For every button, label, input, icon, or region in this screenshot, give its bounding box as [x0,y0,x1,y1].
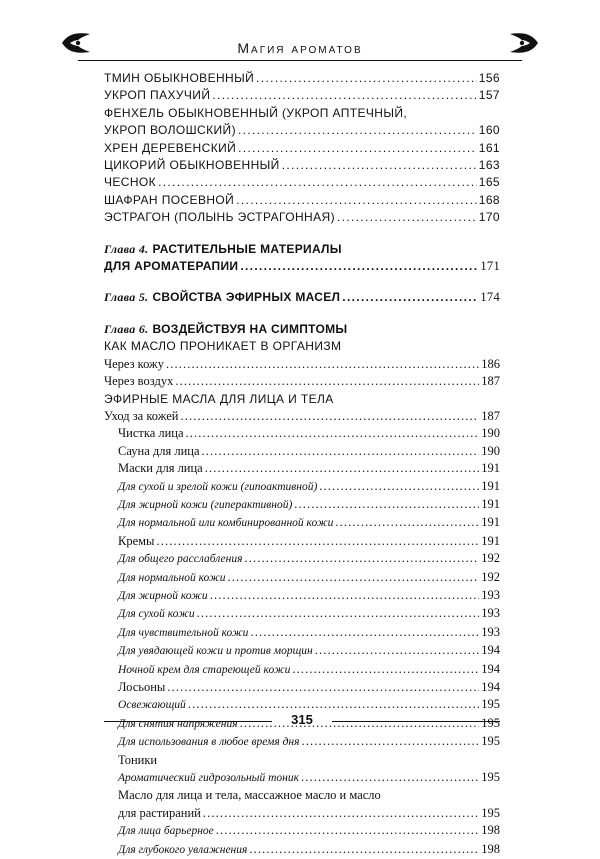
toc-entry: Для жирной кожи . . . 193 [104,587,500,605]
toc-entry: Для снятия напряжения . . . 195 [104,715,500,733]
toc-entry: Через воздух . . . 187 [104,373,500,390]
toc-entry: ЭСТРАГОН (ПОЛЫНЬ ЭСТРАГОННАЯ) . . . 170 [104,209,500,226]
page-footer [104,710,500,734]
toc-entry: ЦИКОРИЙ ОБЫКНОВЕННЫЙ . . . 163 [104,157,500,174]
section-heading: ЭФИРНЫЕ МАСЛА ДЛЯ ЛИЦА И ТЕЛА [104,391,334,406]
running-header [78,34,522,64]
chapter-heading: Глава 6. ВОЗДЕЙСТВУЯ НА СИМПТОМЫ [104,321,348,336]
toc-entry: ХРЕН ДЕРЕВЕНСКИЙ . . . 161 [104,140,500,157]
toc-entry: Лосьоны . . . 194 [104,679,500,696]
toc-entry: Тоники [118,752,158,767]
toc-entry: Чистка лица . . . 190 [104,425,500,442]
toc-entry: Для сухой кожи . . . 193 [104,605,500,623]
header-rule [78,60,522,61]
running-title: Магия ароматов [237,40,363,56]
toc-entry: Для использования в любое время дня . . . 195 [104,733,500,751]
toc-entry: ТМИН ОБЫКНОВЕННЫЙ . . . 156 [104,70,500,87]
toc-entry: Для нормальной кожи . . . 192 [104,569,500,587]
toc-entry: Ароматический гидрозольный тоник . . . 195 [104,769,500,787]
flourish-icon [60,30,94,56]
toc-entry: Для чувствительной кожи . . . 193 [104,624,500,642]
toc-entry: Для нормальной или комбинированной кожи . . . 191 [104,514,500,532]
toc-entry: ФЕНХЕЛЬ ОБЫКНОВЕННЫЙ (УКРОП АПТЕЧНЫЙ, [104,105,408,120]
chapter-heading: Глава 5. СВОЙСТВА ЭФИРНЫХ МАСЕЛ . . . 174 [104,289,500,306]
toc-entry: Для лица барьерное . . . 198 [104,822,500,840]
toc-entry: Уход за кожей . . . 187 [104,408,500,425]
chapter-heading: Глава 4. РАСТИТЕЛЬНЫЕ МАТЕРИАЛЫ [104,241,342,256]
page-number: 315 [291,712,313,727]
toc-entry: Ночной крем для стареющей кожи . . . 194 [104,661,500,679]
table-of-contents [104,70,500,859]
toc-entry: ЧЕСНОК . . . 165 [104,174,500,191]
toc-entry: Через кожу . . . 186 [104,356,500,373]
toc-entry: УКРОП ВОЛОШСКИЙ) . . . 160 [104,122,500,139]
section-heading: КАК МАСЛО ПРОНИКАЕТ В ОРГАНИЗМ [104,339,342,354]
toc-entry: Кремы . . . 191 [104,533,500,550]
toc-entry: Сауна для лица . . . 190 [104,443,500,460]
chapter-heading: ДЛЯ АРОМАТЕРАПИИ . . . 171 [104,258,500,275]
toc-entry: УКРОП ПАХУЧИЙ . . . 157 [104,87,500,104]
toc-entry: ШАФРАН ПОСЕВНОЙ . . . 168 [104,192,500,209]
toc-entry: Для глубокого увлажнения . . . 198 [104,841,500,859]
flourish-icon [506,30,540,56]
toc-entry: Масло для лица и тела, массажное масло и масло [118,788,381,803]
toc-entry: для растираний . . . 195 [104,805,500,822]
toc-entry: Освежающий . . . 195 [104,696,500,714]
toc-entry: Маски для лица . . . 191 [104,460,500,477]
toc-entry: Для увядающей кожи и против морщин . . . 194 [104,642,500,660]
footer-rule [332,721,500,722]
toc-entry: Для сухой и зрелой кожи (гипоактивной) . . . 191 [104,478,500,496]
toc-entry: Для общего расслабления . . . 192 [104,550,500,568]
toc-entry: Для жирной кожи (гиперактивной) . . . 191 [104,496,500,514]
